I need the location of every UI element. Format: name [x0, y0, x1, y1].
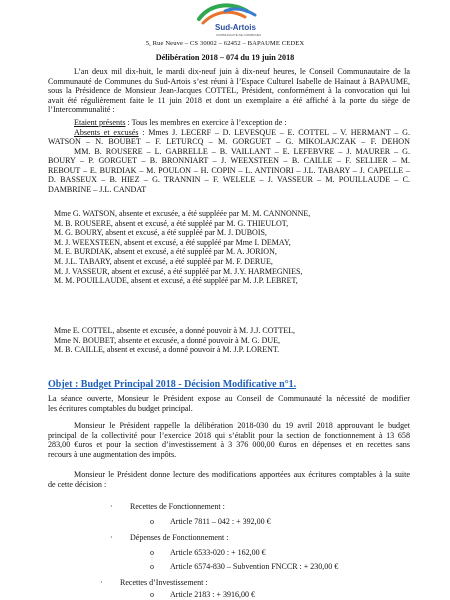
reading-line: Monsieur le Président donne lecture des modifications apportées aux écritures comptables à la suite: [74, 470, 410, 479]
bullet-circle: o: [150, 517, 154, 526]
absents-line: [48, 128, 410, 138]
depenses-fonct-label: Dépenses de Fonctionnement :: [130, 533, 229, 542]
subject-label: Objet :: [48, 379, 79, 390]
bullet-dot: ·: [110, 533, 113, 542]
substitute-line: M. M. POUILLAUDE, absent et excusé, a été suppléé par M. J.P. LEBRET,: [54, 276, 298, 286]
address-line: 5, Rue Neuve – CS 30002 – 62452 – BAPAUME CEDEX: [145, 40, 305, 47]
substitute-line: M. J. VASSEUR, absent et excusé, a été suppléé par M. J.Y. HARMEGNIES,: [54, 266, 303, 276]
modification-item-text: Article 6533-020 : + 162,00 €: [170, 548, 266, 557]
recettes-inv-label: Recettes d’Investissement :: [120, 578, 208, 587]
substitute-line: M. E. BURDIAK, absent et excusé, a été suppléé par M. A. JORION,: [54, 247, 277, 257]
sud-artois-logo: [195, 3, 261, 39]
subject-heading: [48, 379, 296, 390]
modification-item: [150, 562, 338, 571]
present-label: Etaient présents: [74, 118, 126, 127]
absents-label: Absents et excusés: [74, 127, 139, 137]
reading-line: de cette décision :: [48, 479, 107, 489]
present-line: [48, 118, 410, 128]
substitute-line: M. G. BOURY, absent et excusé, a été suppléé par M. J. DUBOIS,: [54, 228, 267, 238]
substitute-line: M. J. WEEXSTEEN, absent et excusé, a été suppléé par Mme I. DEMAY,: [54, 237, 291, 247]
logo-text: Sud-Artois: [215, 23, 256, 32]
session-line: La séance ouverte, Monsieur le Président expose au Conseil de Communauté la nécessité de modifier: [48, 394, 410, 403]
deliberation-title: Délibération 2018 – 074 du 19 juin 2018: [155, 53, 295, 62]
present-text: : Tous les membres en exercice à l’exception de :: [125, 118, 287, 127]
proxies-list: [54, 326, 384, 355]
modification-item: [150, 548, 266, 557]
logo-subtext: COMMUNAUTÉ DE COMMUNES: [216, 33, 261, 37]
reading-paragraph: [48, 470, 410, 489]
proxy-line: M. B. CAILLE, absent et excusé, a donné pouvoir à M. J.P. LORENT.: [54, 345, 280, 355]
reminder-line: recours à une augmentation des impôts.: [48, 449, 177, 459]
substitutes-list: [54, 209, 384, 286]
intro-line: avait été régulièrement faite le 11 juin 2018 et dont un exemplaire a été affiché à la porte du siège de: [48, 95, 410, 105]
reminder-paragraph: [48, 421, 410, 459]
attendance-block: [48, 118, 410, 194]
recettes-inv-header: [100, 578, 208, 587]
absents-text: : Mmes J. LECERF – D. LEVESQUE – E. COTTEL – V. HERMANT – G.: [138, 127, 410, 137]
substitute-line: M. J.L. TABARY, absent et excusé, a été suppléé par M. F. DERUE,: [54, 256, 273, 266]
intro-line: sous la Présidence de Monsieur Jean-Jacques COTTEL, Président, conformément à la convocation qui lui: [48, 86, 410, 95]
intro-line: l’Intercommunalité :: [48, 105, 115, 114]
intro-paragraph: [48, 67, 410, 115]
reminder-line: Monsieur le Président rappelle la délibération 2018-030 du 19 avril 2018 approuvant le budget: [74, 421, 410, 430]
session-paragraph: [48, 394, 410, 413]
modification-item-text: Article 7811 – 042 : + 392,00 €: [170, 517, 271, 526]
session-line: les écritures comptables du budget principal.: [48, 403, 193, 413]
depenses-fonct-header: [110, 533, 228, 542]
reminder-line: principal de la collectivité pour l’exercice 2018 qui s’établit pour la section de fonctionnement à 13 658: [48, 430, 410, 440]
absents-line: REBOUT – E. BURDIAK – M. POULON – H. COPIN – L. ANTINORI – J.L. TABARY – J. CAPELLE –: [48, 165, 410, 175]
intro-line: L’an deux mil dix-huit, le mardi dix-neuf juin à dix-neuf heures, le Conseil Communautaire de la: [74, 67, 410, 76]
bullet-circle: o: [150, 548, 154, 557]
subject-title: Budget Principal 2018 - Décision Modificative n°1.: [78, 379, 297, 390]
absents-line: WATSON – N. BOUBET – F. LETURCQ – M. GORGUET – G. MIKOLAJCZAK – F. DEHON: [48, 137, 410, 146]
modification-item: [150, 590, 255, 599]
bullet-dot: ·: [110, 502, 113, 511]
absents-line: DAMBRINE – J.L. CANDAT: [48, 184, 147, 194]
bullet-circle: o: [150, 562, 154, 571]
bullet-circle: o: [150, 590, 154, 599]
reminder-line: 283,00 €uros et pour la section d’investissement à 3 376 000,00 €uros en dépenses et en recettes sans: [48, 440, 410, 449]
modification-item: [150, 517, 271, 526]
absents-line: BOURY – P. GORGUET – B. BRONNIART – J. WEEXSTEEN – B. CAILLE – F. SELLIER – M.: [48, 156, 410, 165]
absents-line: MM. B. ROUSERE – L. GABRELLE – B. VAILLANT – E. LEFEBVRE – J. MAURER – G.: [74, 146, 410, 156]
substitute-line: Mme G. WATSON, absente et excusée, a été suppléée par M. M. CANNONNE,: [54, 209, 311, 218]
modification-item-text: Article 2183 : + 3916,00 €: [170, 590, 255, 599]
bullet-dot: ·: [100, 578, 103, 587]
substitute-line: M. B. ROUSERE, absent et excusé, a été suppléé par M. G. THIEULOT,: [54, 218, 289, 228]
absents-line: D. BASSEUX – B. HIEZ – G. TRANNIN – F. WELELE – J. VASSEUR – M. POUILLAUDE – C.: [48, 175, 410, 184]
proxy-line: Mme E. COTTEL, absente et excusée, a donné pouvoir à M. J.J. COTTEL,: [54, 326, 296, 335]
proxy-line: Mme N. BOUBET, absente et excusée, a donné pouvoir à M. G. DUE,: [54, 335, 281, 345]
intro-line: Communauté de Communes du Sud-Artois s’est réuni à l’Espace Culturel Isabelle de Hainaut à BAPAUME,: [48, 76, 410, 86]
recettes-fonct-header: [110, 502, 225, 511]
modification-item-text: Article 6574-830 – Subvention FNCCR : + 230,00 €: [170, 562, 339, 571]
recettes-fonct-label: Recettes de Fonctionnement :: [130, 502, 225, 511]
